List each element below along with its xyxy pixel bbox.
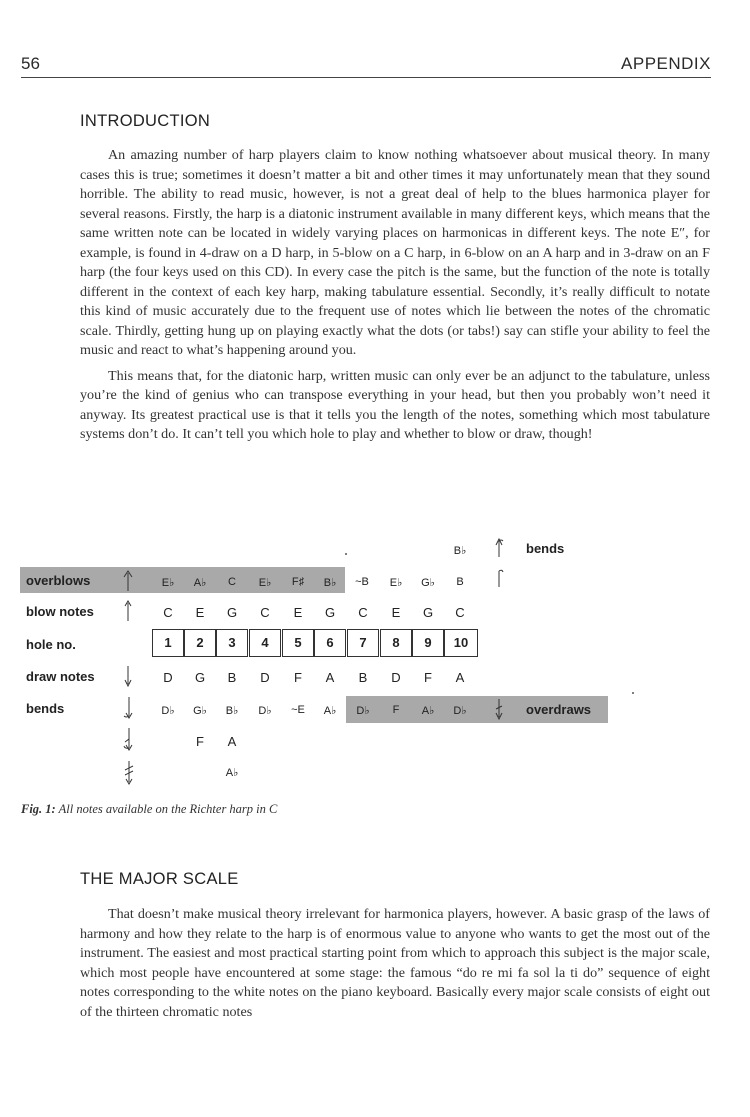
overblow-note: A♭ <box>193 577 207 589</box>
page-number: 56 <box>21 54 40 73</box>
draw-note: G <box>194 670 206 685</box>
double-bend-note: F <box>196 734 204 749</box>
figure-caption-prefix: Fig. 1: <box>21 802 56 816</box>
blow-note: G <box>324 605 336 620</box>
section-label: APPENDIX <box>621 54 711 73</box>
draw-note: B <box>227 670 237 685</box>
hole-number-box: 10 <box>444 629 478 657</box>
intro-heading: INTRODUCTION <box>80 112 211 130</box>
hole-number-box: 3 <box>216 629 248 657</box>
major-scale-heading: THE MAJOR SCALE <box>80 870 239 888</box>
draw-notes-label: draw notes <box>26 669 95 684</box>
draw-note: D <box>163 670 173 685</box>
overdraw-note: A♭ <box>421 705 435 717</box>
intro-body <box>80 146 710 451</box>
draw-note: F <box>294 670 302 685</box>
header-rule <box>21 77 711 78</box>
blow-note: E <box>293 605 303 620</box>
blow-note: G <box>226 605 238 620</box>
scan-speck <box>632 692 634 694</box>
figure-caption-text: All notes available on the Richter harp in C <box>58 802 278 816</box>
hole-number-box: 2 <box>184 629 216 657</box>
draw-bend-note: G♭ <box>193 705 207 717</box>
bend-arrow-icon <box>120 696 136 720</box>
scan-speck <box>345 553 347 555</box>
hole-number-box: 5 <box>282 629 314 657</box>
draw-bend-note: B♭ <box>225 705 239 717</box>
triple-bend-note: A♭ <box>225 767 239 779</box>
blow-note: E <box>195 605 205 620</box>
draw-note: B <box>358 670 368 685</box>
blow-bend-note: G♭ <box>421 577 435 589</box>
blow-arrow-icon <box>120 600 136 622</box>
overblow-arrow-icon <box>120 570 136 592</box>
hole-no-label: hole no. <box>26 637 76 652</box>
double-bend-note: A <box>227 734 237 749</box>
intro-paragraph-1: An amazing number of harp players claim to know nothing whatsoever about musical theory. In many cases this is true; sometimes it doesn’t matter a bit and other times it may unfortunately mean that they sound horrible. The ability to read music, however, is not a great deal of help to the blues harmonica player for several reasons. Firstly, the harp is a diatonic instrument available in many different keys, which means that the same written note can be located in widely varying places on harmonicas in different keys. The note E″, for example, is found in 4-draw on a D harp, in 5-blow on a C harp, in 6-blow on an A harp and in 3-draw on an F harp (the four keys used on this CD). In every case the pitch is the same, but the function of the note is totally different in the context of each key harp, making tabulature essential. Secondly, it’s really difficult to notate this kind of music accurately due to the frequent use of notes which lie between the notes of the chromatic scale. Thirdly, getting hung up on playing exactly what the dots (or tabs!) say can stifle your ability to feel the music and react to what’s happening around you. <box>80 147 710 358</box>
running-header <box>21 52 711 78</box>
major-scale-body <box>80 905 710 1028</box>
harp-note-chart <box>0 520 750 810</box>
overdraw-note: F <box>392 704 400 716</box>
blow-notes-label: blow notes <box>26 604 94 619</box>
draw-note: A <box>325 670 335 685</box>
bends-label: bends <box>26 701 65 716</box>
blow-bend-note: E♭ <box>389 577 403 589</box>
draw-note: A <box>455 670 465 685</box>
draw-bend-note: D♭ <box>258 705 272 717</box>
hole-number-box: 7 <box>347 629 379 657</box>
draw-arrow-icon <box>120 665 136 687</box>
bends-right-label: bends <box>526 541 565 556</box>
draw-note: D <box>260 670 270 685</box>
hole-number-box: 9 <box>412 629 444 657</box>
major-scale-paragraph-1: That doesn’t make musical theory irrelevant for harmonica players, however. A basic grasp of the laws of harmony and how they relate to the harp is of enormous value to anyone who wants to get the most out of the instrument. The easiest and most practical starting point from which to approach this subject is the major scale, which most people have encountered at some stage: the famous “do re mi fa sol la ti do” sequence of eight notes corresponding to the white notes on the piano keyboard. Basically every major scale consists of eight out of the thirteen chromatic notes <box>80 906 710 1020</box>
hole-number-box: 6 <box>314 629 346 657</box>
blow-note: C <box>163 605 173 620</box>
blow-bend-note: B <box>456 576 464 588</box>
overblow-note: F♯ <box>291 576 305 588</box>
blow-note: C <box>358 605 368 620</box>
blow-bend-note: ~B <box>355 576 369 588</box>
overblow-note: E♭ <box>161 577 175 589</box>
overdraw-note: D♭ <box>356 705 370 717</box>
triple-bend-arrow-icon <box>120 760 136 786</box>
blow-note: E <box>391 605 401 620</box>
overdraw-note: D♭ <box>453 705 467 717</box>
overblow-note: C <box>228 576 236 588</box>
overdraw-arrow-icon <box>492 698 506 720</box>
blow-note: G <box>422 605 434 620</box>
blow-note: C <box>455 605 465 620</box>
hole-number-box: 1 <box>152 629 184 657</box>
hole-number-box: 4 <box>249 629 281 657</box>
overdraws-label: overdraws <box>526 702 592 717</box>
overblow-note: E♭ <box>258 577 272 589</box>
draw-note: F <box>424 670 432 685</box>
overblows-label: overblows <box>26 573 91 588</box>
intro-paragraph-2: This means that, for the diatonic harp, written music can only ever be an adjunct to the tabulature, unless you’re the kind of genius who can transpose everything in your head, but then you probably won’t need it anyway. Its greatest practical use is that it tells you the length of the notes, something which most tabulature systems don’t do. It can’t tell you which hole to play and whether to blow or draw, though! <box>80 367 710 442</box>
draw-note: D <box>391 670 401 685</box>
blow-note: C <box>260 605 270 620</box>
draw-bend-note: ~E <box>291 704 305 716</box>
overblow-note: B♭ <box>323 577 337 589</box>
draw-bend-note: A♭ <box>323 705 337 717</box>
figure-caption <box>21 802 277 817</box>
hole-number-box: 8 <box>380 629 412 657</box>
draw-bend-note: D♭ <box>161 705 175 717</box>
blow-bend-top-note: B♭ <box>453 545 467 557</box>
blow-bend-arrow-icon <box>492 538 506 558</box>
overblow-right-arrow-icon <box>492 568 506 588</box>
double-bend-arrow-icon <box>120 727 136 751</box>
